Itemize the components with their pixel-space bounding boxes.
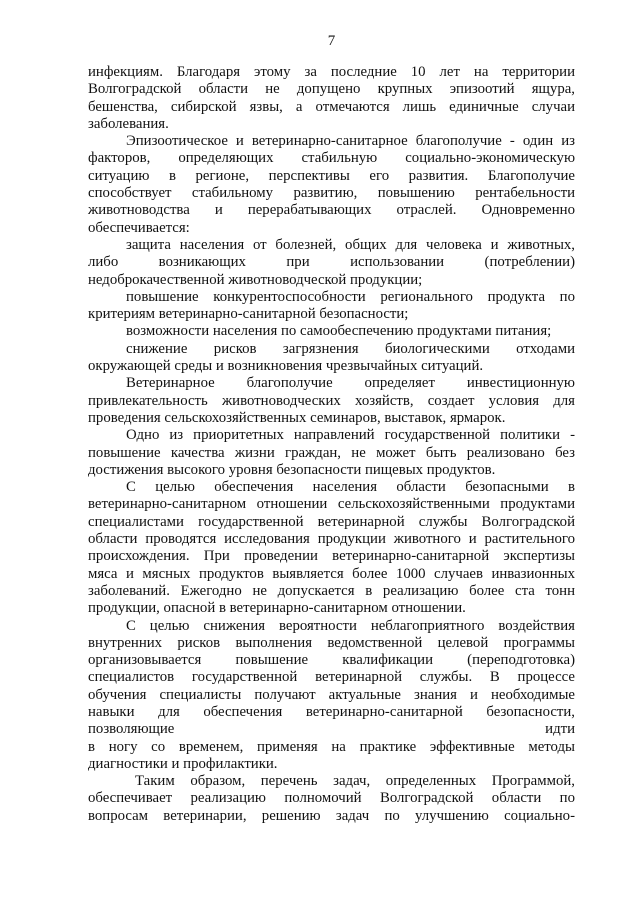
text-line: критериям ветеринарно-санитарной безопасности;	[88, 306, 409, 323]
text-line: специалистами государственной ветеринарной службы Волгоградской	[88, 513, 575, 530]
text-line: Эпизоотическое и ветеринарно-санитарное благополучие - один из	[126, 133, 575, 150]
text-line: ситуацию в регионе, перспективы его развития. Благополучие	[88, 167, 575, 184]
text-line: достижения высокого уровня безопасности пищевых продуктов.	[88, 461, 496, 478]
text-line: факторов, определяющих стабильную социально-экономическую	[88, 150, 575, 167]
text-line: заболевания.	[88, 115, 169, 132]
text-line: бешенства, сибирской язвы, а отмечаются лишь единичные случаи	[88, 98, 575, 115]
text-line: навыки для обеспечения ветеринарно-санитарной безопасности,	[88, 703, 575, 720]
text-line: животноводства и перерабатывающих отраслей. Одновременно	[88, 202, 575, 219]
text-line: диагностики и профилактики.	[88, 755, 278, 772]
text-line: снижение рисков загрязнения биологическими отходами	[126, 340, 575, 357]
text-line: обеспечивается:	[88, 219, 190, 236]
document-body	[88, 64, 575, 825]
text-line: области проводятся исследования продукции животного и растительного	[88, 531, 575, 548]
text-line: ветеринарно-санитарном отношении сельскохозяйственными продуктами	[88, 496, 575, 513]
text-line: инфекциям. Благодаря этому за последние 10 лет на территории	[88, 64, 575, 80]
paragraph	[88, 618, 575, 774]
paragraph	[88, 375, 575, 427]
text-line: обеспечивает реализацию полномочий Волгоградской области по	[88, 790, 575, 807]
text-line: защита населения от болезней, общих для человека и животных,	[126, 236, 575, 253]
text-line: повышение качества жизни граждан, не может быть реализовано без	[88, 444, 575, 461]
text-line: С целью снижения вероятности неблагоприятного воздействия	[126, 617, 575, 634]
text-line: специалистов государственной ветеринарной службы. В процессе	[88, 669, 575, 686]
text-line: проведения сельскохозяйственных семинаров, выставок, ярмарок.	[88, 409, 506, 426]
text-line: Таким образом, перечень задач, определенных Программой,	[135, 773, 575, 790]
text-line: вопросам ветеринарии, решению задач по улучшению социально-	[88, 807, 575, 824]
text-line: мяса и мясных продуктов выявляется более 1000 случаев инвазионных	[88, 565, 575, 582]
paragraph	[88, 323, 575, 340]
text-line: Ветеринарное благополучие определяет инвестиционную	[126, 375, 575, 392]
text-line: возможности населения по самообеспечению продуктами питания;	[126, 323, 552, 340]
paragraph	[88, 427, 575, 479]
text-line: способствует стабильному развитию, повышению рентабельности	[88, 185, 575, 202]
paragraph	[88, 289, 575, 324]
text-line: окружающей среды и возникновения чрезвычайных ситуаций.	[88, 358, 484, 375]
text-line: заболеваний. Ежегодно не допускается в реализацию более ста тонн	[88, 582, 575, 599]
text-line: организовывается повышение квалификации (переподготовка)	[88, 652, 575, 669]
text-line: Волгоградской области не допущено крупных эпизоотий ящура,	[88, 81, 575, 98]
text-line: продукции, опасной в ветеринарно-санитарном отношении.	[88, 600, 466, 617]
text-line: привлекательность животноводческих хозяйств, создает условия для	[88, 392, 575, 409]
paragraph	[88, 64, 575, 133]
text-line: С целью обеспечения населения области безопасными в	[126, 479, 575, 496]
paragraph	[88, 773, 575, 825]
paragraph	[88, 479, 575, 617]
text-line: повышение конкурентоспособности регионального продукта по	[126, 288, 575, 305]
paragraph	[88, 133, 575, 237]
text-line: внутренних рисков выполнения ведомственной целевой программы	[88, 634, 575, 651]
text-line: происхождения. При проведении ветеринарно-санитарной экспертизы	[88, 548, 575, 565]
text-line: либо возникающих при использовании (потреблении)	[88, 254, 575, 271]
text-line: позволяющие идти	[88, 721, 575, 738]
page-number: 7	[327, 33, 336, 49]
text-line: недоброкачественной животноводческой продукции;	[88, 271, 423, 288]
paragraph	[88, 341, 575, 376]
text-line: в ногу со временем, применяя на практике эффективные методы	[88, 738, 575, 755]
text-line: Одно из приоритетных направлений государственной политики -	[126, 427, 575, 444]
paragraph	[88, 237, 575, 289]
text-line: обучения специалисты получают актуальные знания и необходимые	[88, 686, 575, 703]
